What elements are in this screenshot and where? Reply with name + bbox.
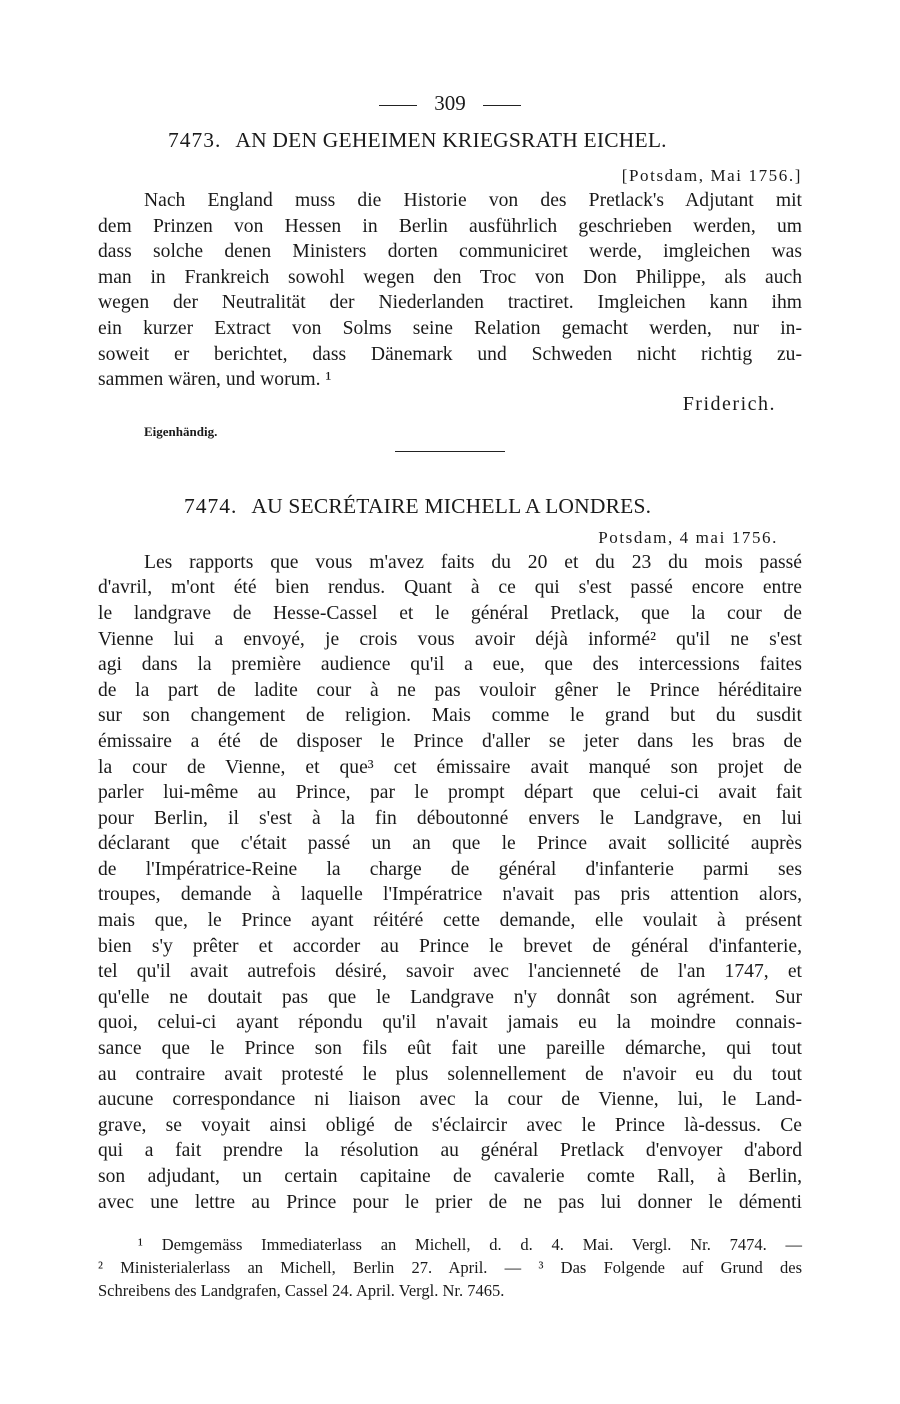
text-line: son adjudant, un certain capitaine de cavalerie comte Rall, à Berlin, <box>98 1166 802 1187</box>
text-line: qui a fait prendre la résolution au général Pretlack d'envoyer d'abord <box>98 1140 802 1162</box>
text-line: sance que le Prince son fils eût fait une pareille démarche, qui tout <box>98 1038 802 1060</box>
document-page <box>98 88 802 1302</box>
signature: Friderich. <box>682 392 776 415</box>
text-line: Nach England muss die Historie von des Pretlack's Adjutant mit <box>144 190 802 211</box>
text-line: aucune correspondance ni liaison avec la cour de Vienne, lui, le Land- <box>98 1089 802 1111</box>
text-line: sammen wären, und worum. ¹ <box>98 369 332 391</box>
text-line: parler lui-même au Prince, par le prompt départ que celui-ci avait fait <box>98 782 802 804</box>
header-dash-right <box>483 105 521 106</box>
text-line: bien s'y prêter et accorder au Prince le brevet de général d'infanterie, <box>98 935 802 957</box>
signature-row <box>98 393 802 421</box>
page-number: 309 <box>434 91 466 115</box>
section-divider <box>395 451 505 452</box>
letter-dateline: [Potsdam, Mai 1756.] <box>621 166 802 185</box>
text-line: dem Prinzen von Hessen in Berlin ausführlich geschrieben werden, um <box>98 215 802 237</box>
text-line: tel qu'il avait autrefois désiré, savoir avec l'ancienneté de l'an 1747, et <box>98 961 802 983</box>
text-line: au contraire avait protesté le plus solennellement de n'avoir eu du tout <box>98 1063 802 1085</box>
text-line: Les rapports que vous m'avez faits du 20 et du 23 du mois passé <box>144 551 802 573</box>
text-line: de la part de ladite cour à ne pas vouloir gêner le Prince héréditaire <box>98 679 802 701</box>
footnote-line: Schreibens des Landgrafen, Cassel 24. April. Vergl. Nr. 7465. <box>98 1281 505 1301</box>
text-line: la cour de Vienne, et que³ cet émissaire avait manqué son projet de <box>98 756 802 778</box>
footnote-line: ² Ministerialerlass an Michell, Berlin 27. April. — ³ Das Folgende auf Grund des <box>98 1258 802 1278</box>
letter-dateline: Potsdam, 4 mai 1756. <box>598 527 778 547</box>
text-line: le landgrave de Hesse-Cassel et le général Pretlack, que la cour de <box>98 602 802 624</box>
footnote-line: ¹ Demgemäss Immediaterlass an Michell, d. d. 4. Mai. Vergl. Nr. 7474. — <box>138 1235 802 1255</box>
text-line: qu'elle ne doutait pas que le Landgrave n'y donnât son agrément. Sur <box>98 986 802 1008</box>
autograph-note: Eigenhändig. <box>144 423 218 439</box>
text-line: mais que, le Prince ayant réitéré cette demande, elle voulait à présent <box>98 910 802 932</box>
header-dash-left <box>379 105 417 106</box>
footnotes <box>98 1233 802 1302</box>
text-line: sur son changement de religion. Mais comme le grand but du susdit <box>98 705 802 727</box>
text-line: grave, se voyait ainsi obligé de s'éclaircir avec le Prince là-dessus. Ce <box>98 1114 802 1136</box>
text-line: agi dans la première audience qu'il a eue, que des intercessions faites <box>98 654 802 676</box>
letter-heading <box>98 492 802 520</box>
letter-7474 <box>98 492 802 1215</box>
letter-body <box>98 188 802 393</box>
text-line: déclarant que c'était passé un an que le Prince avait sollicité auprès <box>98 833 802 855</box>
text-line: Vienne lui a envoyé, je crois vous avoir déjà informé² qu'il ne s'est <box>98 628 802 650</box>
text-line: quoi, celui-ci ayant répondu qu'il n'avait jamais eu la moindre connais- <box>98 1012 802 1034</box>
page-header <box>98 88 802 118</box>
text-line: man in Frankreich sowohl wegen den Troc von Don Philippe, als auch <box>98 266 802 288</box>
text-line: troupes, demande à laquelle l'Impératrice n'avait pas pris attention alors, <box>98 884 802 906</box>
text-line: ein kurzer Extract von Solms seine Relation gemacht werden, nur in- <box>98 317 802 339</box>
text-line: wegen der Neutralität der Niederlanden tractiret. Imgleichen kann ihm <box>98 292 802 314</box>
text-line: avec une lettre au Prince pour le prier de ne pas lui donner le démenti <box>98 1191 802 1213</box>
letter-addressee: AU SECRÉTAIRE MICHELL A LONDRES. <box>251 493 652 518</box>
letter-7473 <box>98 126 802 443</box>
letter-number: 7473. <box>168 128 222 152</box>
letter-number: 7474. <box>184 493 238 518</box>
letter-body <box>98 550 802 1215</box>
text-line: de l'Impératrice-Reine la charge de général d'infanterie parmi ses <box>98 858 802 880</box>
text-line: pour Berlin, il s'est à la fin déboutonné envers le Landgrave, en lui <box>98 807 802 829</box>
letter-addressee: AN DEN GEHEIMEN KRIEGSRATH EICHEL. <box>235 128 667 152</box>
text-line: émissaire a été de disposer le Prince d'aller se jeter dans les bras de <box>98 730 802 752</box>
text-line: d'avril, m'ont été bien rendus. Quant à ce qui s'est passé encore entre <box>98 577 802 599</box>
text-line: soweit er berichtet, dass Dänemark und Schweden nicht richtig zu- <box>98 343 802 365</box>
letter-heading <box>98 126 802 154</box>
text-line: dass solche denen Ministers dorten communiciret werde, imgleichen was <box>98 241 802 263</box>
